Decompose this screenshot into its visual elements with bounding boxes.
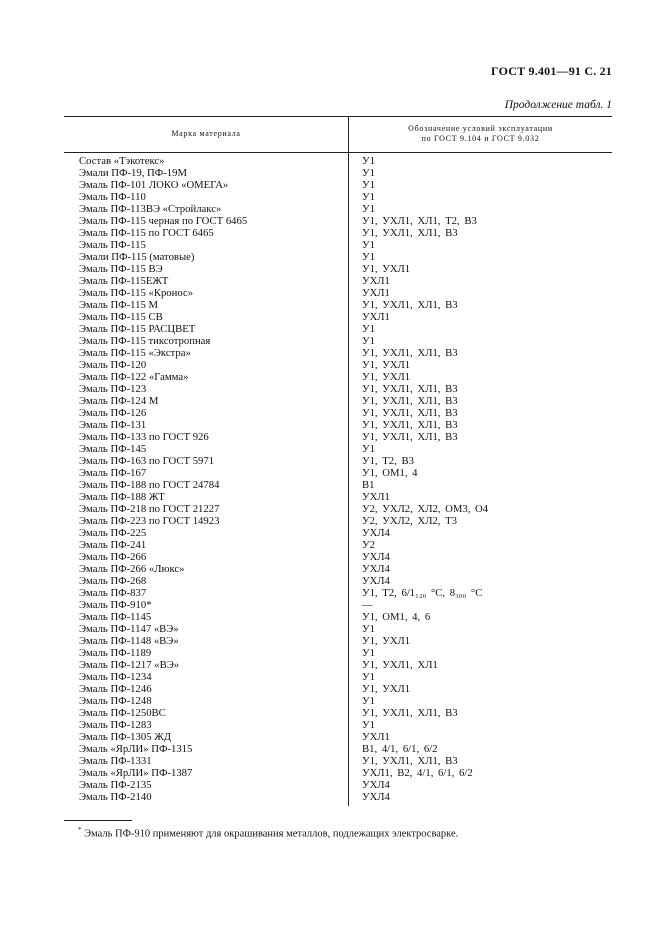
conditions-cell: УХЛ4	[362, 551, 390, 563]
conditions-cell: У1, УХЛ1	[362, 263, 411, 275]
table-header-rule	[64, 152, 612, 153]
conditions-cell: У1	[362, 443, 375, 455]
material-cell: Эмаль ПФ-188 ЖТ	[79, 491, 165, 503]
table-row	[64, 371, 612, 383]
material-cell: Эмаль ПФ-1147 «ВЭ»	[79, 623, 179, 635]
material-cell: Эмаль ПФ-163 по ГОСТ 5971	[79, 455, 215, 467]
material-cell: Эмаль ПФ-120	[79, 359, 147, 371]
conditions-cell: У1, УХЛ1, ХЛ1, В3	[362, 707, 458, 719]
conditions-cell: УХЛ4	[362, 791, 390, 803]
table-row	[64, 683, 612, 695]
conditions-cell: У1	[362, 155, 375, 167]
material-cell: Эмаль ПФ-1145	[79, 611, 152, 623]
table-row	[64, 671, 612, 683]
table-row	[64, 611, 612, 623]
table-continuation-caption: Продолжение табл. 1	[504, 99, 612, 111]
table-row	[64, 227, 612, 239]
material-cell: Эмаль ПФ-115 ВЭ	[79, 263, 163, 275]
material-cell: Эмаль ПФ-113ВЭ «Стройлакс»	[79, 203, 222, 215]
material-cell: Эмаль ПФ-188 по ГОСТ 24784	[79, 479, 220, 491]
table-row	[64, 407, 612, 419]
conditions-cell: У1, Т2, В3	[362, 455, 414, 467]
material-cell: Эмаль ПФ-1250ВС	[79, 707, 166, 719]
column-header-conditions-line1: Обозначение условий эксплуатации	[408, 124, 553, 133]
table-row	[64, 203, 612, 215]
table-row	[64, 395, 612, 407]
material-cell: Эмаль ПФ-123	[79, 383, 147, 395]
conditions-cell: УХЛ4	[362, 527, 390, 539]
conditions-cell: У1, УХЛ1	[362, 635, 411, 647]
conditions-cell: У1	[362, 239, 375, 251]
material-cell: Эмали ПФ-115 (матовые)	[79, 251, 195, 263]
material-cell: Эмаль ПФ-115 по ГОСТ 6465	[79, 227, 214, 239]
conditions-cell: УХЛ1	[362, 287, 390, 299]
material-cell: Эмаль ПФ-115 РАСЦВЕТ	[79, 323, 196, 335]
material-cell: Эмаль ПФ-241	[79, 539, 147, 551]
material-cell: Эмаль ПФ-1305 ЖД	[79, 731, 172, 743]
footnote-text: Эмаль ПФ-910 применяют для окрашивания металлов, подлежащих электросварке.	[84, 828, 459, 840]
table-row	[64, 659, 612, 671]
conditions-cell: УХЛ1	[362, 311, 390, 323]
material-cell: Эмаль ПФ-122 «Гамма»	[79, 371, 189, 383]
material-cell: Эмаль ПФ-266	[79, 551, 147, 563]
conditions-cell: У1, УХЛ1	[362, 683, 411, 695]
table-row	[64, 179, 612, 191]
table-row	[64, 431, 612, 443]
conditions-cell: У1	[362, 323, 375, 335]
conditions-cell: У1	[362, 167, 375, 179]
footnote-mark: *	[78, 826, 82, 834]
material-cell: Эмаль ПФ-110	[79, 191, 146, 203]
material-cell: Эмаль ПФ-115ЕЖТ	[79, 275, 169, 287]
table-row	[64, 527, 612, 539]
table-row	[64, 167, 612, 179]
conditions-cell: УХЛ1	[362, 731, 390, 743]
footnote	[78, 826, 458, 840]
conditions-cell: У1, УХЛ1, ХЛ1	[362, 659, 438, 671]
conditions-cell: У1, УХЛ1, ХЛ1, В3	[362, 431, 458, 443]
conditions-cell: УХЛ4	[362, 575, 390, 587]
material-cell: Эмаль ПФ-124 М	[79, 395, 159, 407]
table-row	[64, 455, 612, 467]
material-cell: Эмаль ПФ-1189	[79, 647, 152, 659]
conditions-cell: УХЛ1	[362, 275, 390, 287]
column-header-material: Марка материала	[171, 129, 241, 138]
conditions-cell: У1	[362, 179, 375, 191]
page-header: ГОСТ 9.401—91 С. 21	[491, 64, 612, 78]
conditions-cell: У1	[362, 251, 375, 263]
conditions-cell: У1	[362, 335, 375, 347]
material-cell: Эмаль «ЯрЛИ» ПФ-1315	[79, 743, 193, 755]
table-row	[64, 479, 612, 491]
material-cell: Эмаль ПФ-1331	[79, 755, 152, 767]
conditions-cell: У1, УХЛ1	[362, 359, 411, 371]
conditions-cell: УХЛ1	[362, 491, 390, 503]
table-row	[64, 791, 612, 803]
material-cell: Эмаль ПФ-115 СВ	[79, 311, 163, 323]
conditions-cell: У1, ОМ1, 4	[362, 467, 418, 479]
table-row	[64, 215, 612, 227]
material-cell: Эмаль ПФ-1217 «ВЭ»	[79, 659, 180, 671]
conditions-cell: У1, Т2, 6/1₁₂₀ °С, 8₃₀₀ °С	[362, 587, 483, 599]
conditions-cell: У1	[362, 203, 375, 215]
table-row	[64, 311, 612, 323]
conditions-cell: У1, УХЛ1, ХЛ1, В3	[362, 755, 458, 767]
material-cell: Состав «Тэкотекс»	[79, 155, 165, 167]
table-row	[64, 359, 612, 371]
table-row	[64, 515, 612, 527]
conditions-cell: У2	[362, 539, 375, 551]
material-cell: Эмаль ПФ-2135	[79, 779, 152, 791]
material-cell: Эмаль ПФ-268	[79, 575, 147, 587]
conditions-cell: У1, УХЛ1, ХЛ1, В3	[362, 299, 458, 311]
table-row	[64, 383, 612, 395]
conditions-cell: У2, УХЛ2, ХЛ2, ОМ3, О4	[362, 503, 489, 515]
table-row	[64, 275, 612, 287]
material-cell: Эмаль ПФ-167	[79, 467, 147, 479]
conditions-cell: У1	[362, 719, 375, 731]
conditions-cell: В1	[362, 479, 375, 491]
table-row	[64, 635, 612, 647]
table-row	[64, 443, 612, 455]
conditions-cell: УХЛ1, В2, 4/1, 6/1, 6/2	[362, 767, 473, 779]
conditions-cell: У1	[362, 647, 375, 659]
conditions-cell: У1, УХЛ1, ХЛ1, В3	[362, 395, 458, 407]
table-row	[64, 743, 612, 755]
material-cell: Эмаль ПФ-101 ЛОКО «ОМЕГА»	[79, 179, 229, 191]
table-row	[64, 155, 612, 167]
material-cell: Эмаль ПФ-115	[79, 239, 146, 251]
material-cell: Эмаль ПФ-1248	[79, 695, 152, 707]
conditions-cell: В1, 4/1, 6/1, 6/2	[362, 743, 438, 755]
conditions-cell: У1, УХЛ1, ХЛ1, В3	[362, 419, 458, 431]
table-body	[64, 155, 612, 803]
table-row	[64, 251, 612, 263]
conditions-cell: У1, УХЛ1, ХЛ1, В3	[362, 407, 458, 419]
table-row	[64, 623, 612, 635]
table-row	[64, 767, 612, 779]
table-row	[64, 551, 612, 563]
table-row	[64, 287, 612, 299]
material-cell: Эмаль ПФ-115 тиксотропная	[79, 335, 211, 347]
material-cell: Эмаль ПФ-131	[79, 419, 147, 431]
table-row	[64, 563, 612, 575]
table-row	[64, 239, 612, 251]
material-cell: Эмаль «ЯрЛИ» ПФ-1387	[79, 767, 193, 779]
table-row	[64, 755, 612, 767]
conditions-cell: У1	[362, 695, 375, 707]
conditions-cell: —	[362, 599, 373, 611]
table-row	[64, 347, 612, 359]
table-row	[64, 575, 612, 587]
conditions-cell: У1	[362, 671, 375, 683]
conditions-cell: У1, УХЛ1	[362, 371, 411, 383]
material-cell: Эмаль ПФ-145	[79, 443, 147, 455]
material-cell: Эмаль ПФ-837	[79, 587, 147, 599]
table-row	[64, 695, 612, 707]
table-row	[64, 587, 612, 599]
material-cell: Эмаль ПФ-115 «Экстра»	[79, 347, 191, 359]
material-cell: Эмаль ПФ-115 черная по ГОСТ 6465	[79, 215, 248, 227]
table-row	[64, 263, 612, 275]
table-row	[64, 779, 612, 791]
material-cell: Эмаль ПФ-223 по ГОСТ 14923	[79, 515, 220, 527]
conditions-cell: У1, УХЛ1, ХЛ1, Т2, В3	[362, 215, 477, 227]
footnote-rule	[64, 820, 132, 821]
material-cell: Эмаль ПФ-266 «Люкс»	[79, 563, 185, 575]
conditions-cell: У1, УХЛ1, ХЛ1, В3	[362, 383, 458, 395]
material-cell: Эмаль ПФ-910*	[79, 599, 152, 611]
table-row	[64, 719, 612, 731]
conditions-cell: У1	[362, 623, 375, 635]
conditions-cell: У1, УХЛ1, ХЛ1, В3	[362, 227, 458, 239]
material-cell: Эмаль ПФ-218 по ГОСТ 21227	[79, 503, 220, 515]
table-row	[64, 707, 612, 719]
table-row	[64, 731, 612, 743]
material-cell: Эмаль ПФ-133 по ГОСТ 926	[79, 431, 209, 443]
material-cell: Эмали ПФ-19, ПФ-19М	[79, 167, 187, 179]
table-row	[64, 419, 612, 431]
material-cell: Эмаль ПФ-1283	[79, 719, 152, 731]
material-cell: Эмаль ПФ-2140	[79, 791, 152, 803]
table-row	[64, 647, 612, 659]
column-header-conditions	[349, 116, 612, 152]
table-row	[64, 299, 612, 311]
table-row	[64, 539, 612, 551]
conditions-cell: У2, УХЛ2, ХЛ2, Т3	[362, 515, 458, 527]
table-row	[64, 599, 612, 611]
conditions-cell: УХЛ4	[362, 563, 390, 575]
material-cell: Эмаль ПФ-115 «Кронос»	[79, 287, 194, 299]
table-row	[64, 467, 612, 479]
table-row	[64, 191, 612, 203]
table-row	[64, 503, 612, 515]
table-row	[64, 335, 612, 347]
material-cell: Эмаль ПФ-1234	[79, 671, 152, 683]
material-cell: Эмаль ПФ-126	[79, 407, 147, 419]
material-cell: Эмаль ПФ-1148 «ВЭ»	[79, 635, 179, 647]
conditions-cell: У1, УХЛ1, ХЛ1, В3	[362, 347, 458, 359]
column-header-conditions-line2: по ГОСТ 9.104 и ГОСТ 9.032	[421, 134, 540, 143]
conditions-cell: У1, ОМ1, 4, 6	[362, 611, 431, 623]
table-row	[64, 323, 612, 335]
conditions-cell: У1	[362, 191, 375, 203]
material-cell: Эмаль ПФ-115 М	[79, 299, 158, 311]
table-row	[64, 491, 612, 503]
material-cell: Эмаль ПФ-225	[79, 527, 147, 539]
conditions-cell: УХЛ4	[362, 779, 390, 791]
material-cell: Эмаль ПФ-1246	[79, 683, 152, 695]
